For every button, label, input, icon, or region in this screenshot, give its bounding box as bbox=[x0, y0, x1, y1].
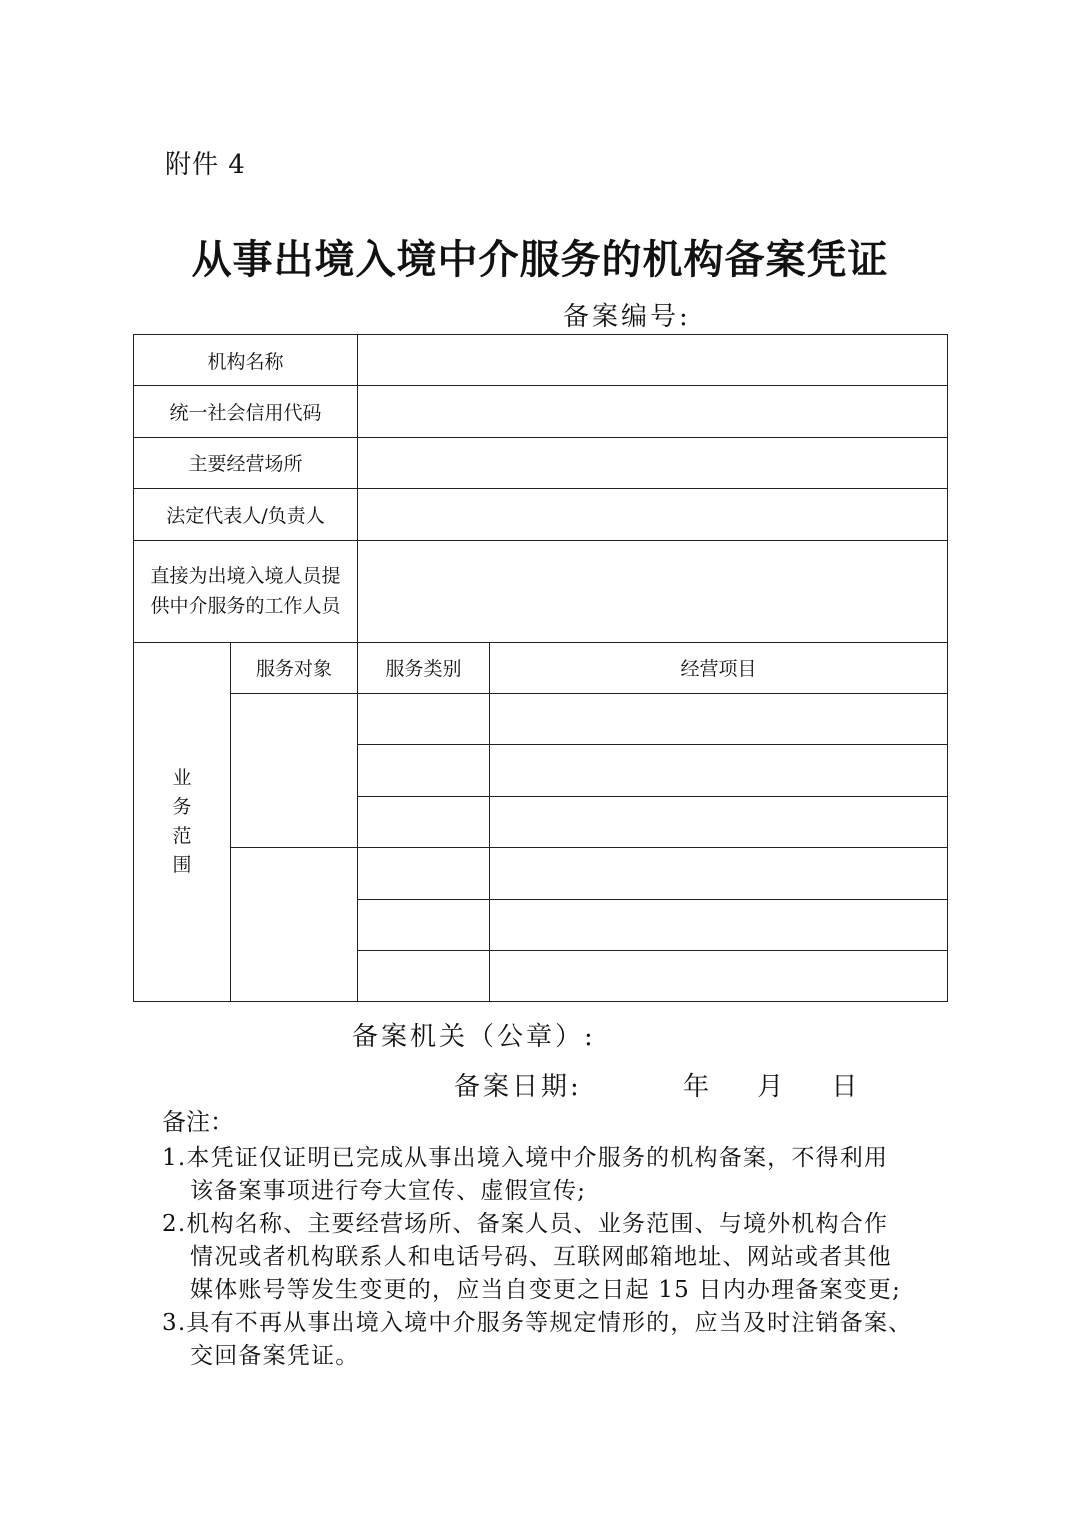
note-line: 2.机构名称、主要经营场所、备案人员、业务范围、与境外机构合作 bbox=[162, 1211, 889, 1237]
credit-code-label: 统一社会信用代码 bbox=[134, 386, 358, 437]
note-line: 3.具有不再从事出境入境中介服务等规定情形的，应当及时注销备案、 bbox=[162, 1310, 913, 1336]
note-line: 1.本凭证仅证明已完成从事出境入境中介服务的机构备案，不得利用 bbox=[162, 1145, 889, 1171]
note-line: 情况或者机构联系人和电话号码、互联网邮箱地址、网站或者其他 bbox=[190, 1244, 892, 1270]
business-place-value[interactable] bbox=[358, 437, 948, 488]
staff-label-line-1: 直接为出境入境人员提 bbox=[150, 565, 341, 588]
business-items-cell[interactable] bbox=[490, 899, 948, 950]
notes-section bbox=[162, 1106, 942, 1373]
business-items-cell[interactable] bbox=[490, 796, 948, 847]
note-item bbox=[162, 1307, 942, 1373]
staff-label-line-2: 供中介服务的工作人员 bbox=[150, 595, 341, 618]
scope-row bbox=[134, 848, 948, 899]
service-category-cell[interactable] bbox=[358, 796, 490, 847]
filing-form-table bbox=[133, 334, 948, 1002]
credit-code-value[interactable] bbox=[358, 386, 948, 437]
service-target-cell[interactable] bbox=[231, 693, 358, 847]
note-item bbox=[162, 1208, 942, 1307]
document-title: 从事出境入境中介服务的机构备案凭证 bbox=[191, 237, 889, 283]
service-category-cell[interactable] bbox=[358, 899, 490, 950]
scope-char: 围 bbox=[172, 853, 192, 876]
form-row-staff bbox=[134, 540, 948, 642]
legal-rep-value[interactable] bbox=[358, 489, 948, 540]
day-label: 日 bbox=[831, 1072, 861, 1102]
business-items-cell[interactable] bbox=[490, 693, 948, 744]
form-row-business-place bbox=[134, 437, 948, 488]
org-name-value[interactable] bbox=[358, 335, 948, 386]
filing-date-label: 备案日期: bbox=[454, 1072, 582, 1102]
form-row-credit-code bbox=[134, 386, 948, 437]
form-row-legal-rep bbox=[134, 489, 948, 540]
scope-char: 范 bbox=[172, 824, 192, 847]
note-line: 交回备案凭证。 bbox=[190, 1343, 360, 1369]
business-items-header: 经营项目 bbox=[490, 642, 948, 693]
service-category-cell[interactable] bbox=[358, 745, 490, 796]
attachment-label: 附件 4 bbox=[165, 150, 246, 180]
month-label: 月 bbox=[757, 1072, 787, 1102]
filing-date-row bbox=[454, 1066, 860, 1103]
scope-header-row bbox=[134, 642, 948, 693]
business-items-cell[interactable] bbox=[490, 745, 948, 796]
business-items-cell[interactable] bbox=[490, 950, 948, 1001]
scope-char: 业 bbox=[172, 766, 192, 789]
service-category-cell[interactable] bbox=[358, 848, 490, 899]
note-line: 媒体账号等发生变更的，应当自变更之日起 15 日内办理备案变更; bbox=[190, 1277, 902, 1303]
scope-row bbox=[134, 693, 948, 744]
business-items-cell[interactable] bbox=[490, 848, 948, 899]
service-category-cell[interactable] bbox=[358, 693, 490, 744]
business-scope-label bbox=[134, 642, 231, 1002]
seal-label: 备案机关（公章）: bbox=[352, 1022, 596, 1052]
service-target-header: 服务对象 bbox=[231, 642, 358, 693]
note-item bbox=[162, 1142, 942, 1208]
year-label: 年 bbox=[683, 1072, 713, 1102]
staff-value[interactable] bbox=[358, 540, 948, 642]
staff-label bbox=[134, 540, 358, 642]
note-line: 该备案事项进行夸大宣传、虚假宣传; bbox=[190, 1178, 587, 1204]
business-place-label: 主要经营场所 bbox=[134, 437, 358, 488]
notes-title: 备注： bbox=[162, 1108, 234, 1136]
record-number-label: 备案编号: bbox=[563, 302, 691, 332]
scope-char: 务 bbox=[172, 795, 192, 818]
form-row-org-name bbox=[134, 335, 948, 386]
service-target-cell[interactable] bbox=[231, 848, 358, 1002]
legal-rep-label: 法定代表人/负责人 bbox=[134, 489, 358, 540]
org-name-label: 机构名称 bbox=[134, 335, 358, 386]
service-category-cell[interactable] bbox=[358, 950, 490, 1001]
service-category-header: 服务类别 bbox=[358, 642, 490, 693]
